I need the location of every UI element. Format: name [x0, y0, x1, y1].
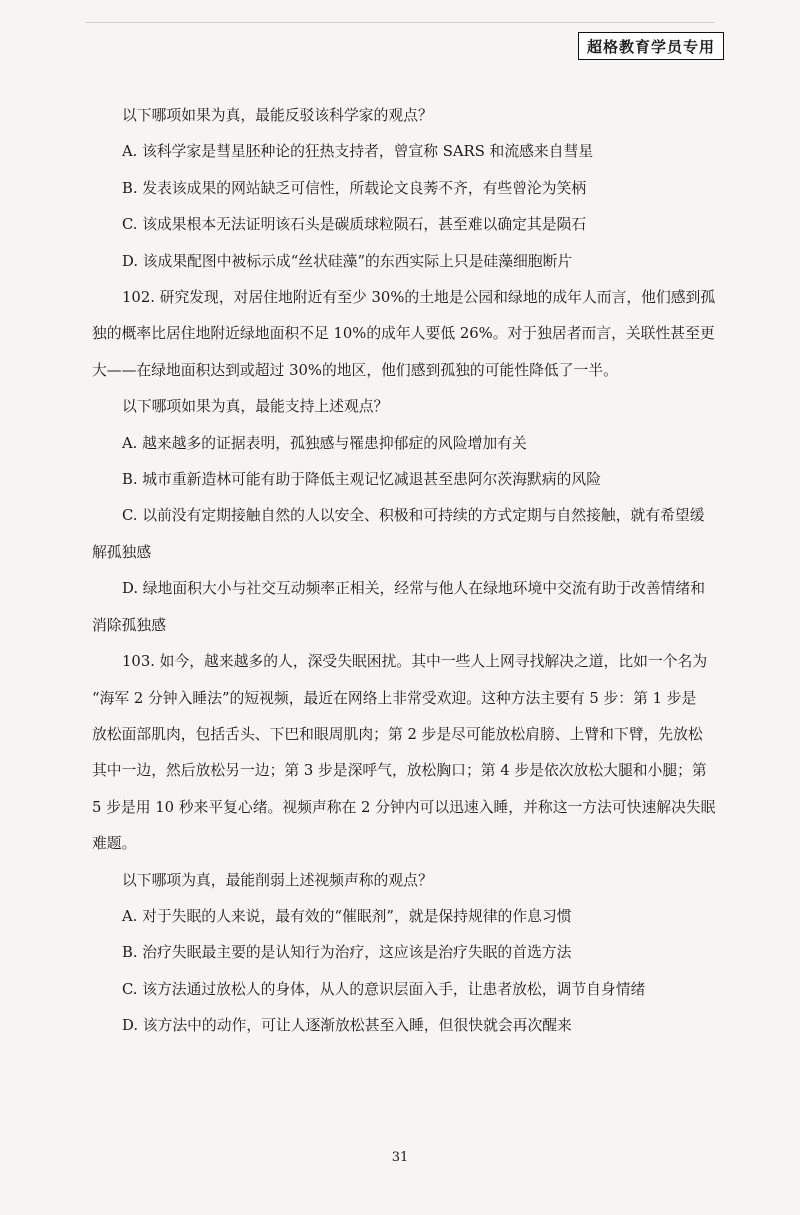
q103-stem-line5: 5 步是用 10 秒来平复心绪。视频声称在 2 分钟内可以迅速入睡，并称这一方法可快速解决失眠: [92, 798, 716, 816]
q103-option-d: D. 该方法中的动作，可让人逐渐放松甚至入睡，但很快就会再次醒来: [122, 1017, 572, 1035]
header-badge: 超格教育学员专用: [578, 32, 724, 60]
q102-stem-line3: 大——在绿地面积达到或超过 30%的地区，他们感到孤独的可能性降低了一半。: [92, 361, 618, 379]
q102-option-a: A. 越来越多的证据表明，孤独感与罹患抑郁症的风险增加有关: [122, 434, 527, 452]
page-content: [92, 98, 732, 1045]
q101-option-b: B. 发表该成果的网站缺乏可信性，所载论文良莠不齐，有些曾沦为笑柄: [122, 179, 587, 197]
q103-question: 以下哪项为真，最能削弱上述视频声称的观点？: [122, 871, 433, 889]
q101-option-c: C. 该成果根本无法证明该石头是碳质球粒陨石，甚至难以确定其是陨石: [122, 216, 587, 234]
q102-option-d-line1: D. 绿地面积大小与社交互动频率正相关，经常与他人在绿地环境中交流有助于改善情绪和: [122, 580, 706, 598]
q101-question: 以下哪项如果为真，最能反驳该科学家的观点？: [122, 107, 433, 124]
q102-option-d-line2: 消除孤独感: [92, 616, 166, 634]
q103-stem-line1: 103. 如今，越来越多的人，深受失眠困扰。其中一些人上网寻找解决之道，比如一个名为: [122, 653, 708, 671]
q101-option-d: D. 该成果配图中被标示成“丝状硅藻”的东西实际上只是硅藻细胞断片: [122, 252, 573, 270]
q103-stem-line4: 其中一边，然后放松另一边；第 3 步是深呼气，放松胸口；第 4 步是依次放松大腿和小腿；第: [92, 762, 707, 780]
top-rule: [86, 22, 714, 23]
q102-stem-line1: 102. 研究发现，对居住地附近有至少 30%的土地是公园和绿地的成年人而言，他们感到孤: [122, 289, 716, 307]
q103-option-c: C. 该方法通过放松人的身体，从人的意识层面入手，让患者放松，调节自身情绪: [122, 980, 646, 998]
q103-stem-line2: “海军 2 分钟入睡法”的短视频，最近在网络上非常受欢迎。这种方法主要有 5 步：第 1 步是: [92, 689, 697, 707]
q102-option-b: B. 城市重新造林可能有助于降低主观记忆减退甚至患阿尔茨海默病的风险: [122, 471, 601, 489]
q103-stem-line6: 难题。: [92, 835, 137, 853]
q103-option-a: A. 对于失眠的人来说，最有效的“催眠剂”，就是保持规律的作息习惯: [122, 907, 572, 925]
q102-option-c-line2: 解孤独感: [92, 543, 152, 561]
q102-stem-line2: 独的概率比居住地附近绿地面积不足 10%的成年人要低 26%。对于独居者而言，关联性甚至更: [92, 325, 715, 343]
q101-option-a: A. 该科学家是彗星胚种论的狂热支持者，曾宣称 SARS 和流感来自彗星: [122, 143, 594, 161]
q102-question: 以下哪项如果为真，最能支持上述观点？: [122, 398, 389, 416]
q102-option-c-line1: C. 以前没有定期接触自然的人以安全、积极和可持续的方式定期与自然接触，就有希望缓: [122, 507, 705, 525]
q103-stem-line3: 放松面部肌肉，包括舌头、下巴和眼周肌肉；第 2 步是尽可能放松肩膀、上臂和下臂，先放松: [92, 725, 703, 743]
page-number: 31: [391, 1150, 409, 1165]
q103-option-b: B. 治疗失眠最主要的是认知行为治疗，这应该是治疗失眠的首选方法: [122, 944, 572, 962]
